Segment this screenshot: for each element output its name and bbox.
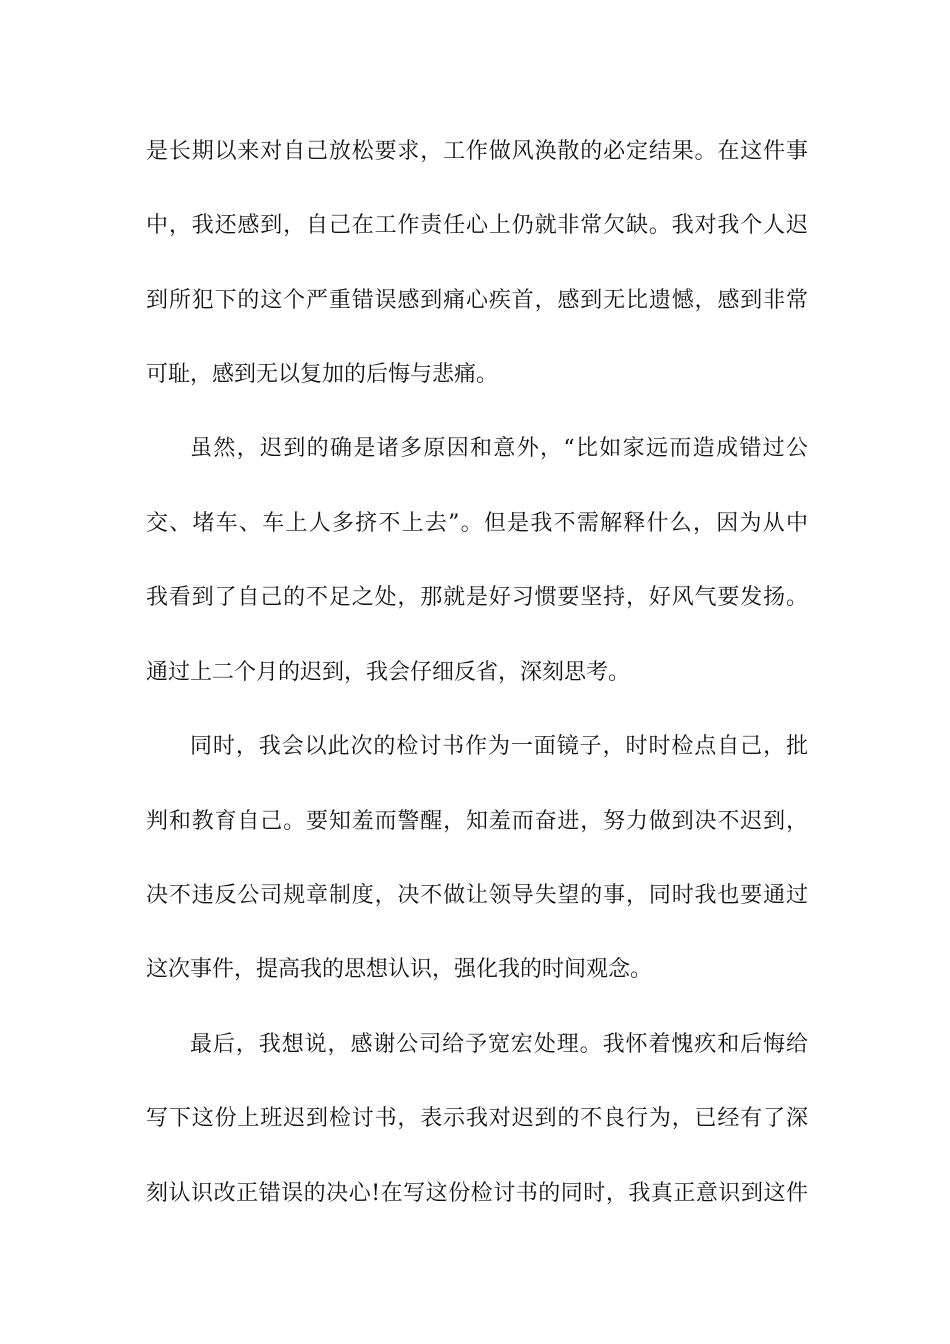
text-line: 中，我还感到，自己在工作责任心上仍就非常欠缺。我对我个人迟 [146,213,808,238]
text-line: 刻认识改正错误的决心!在写这份检讨书的同时，我真正意识到这件 [146,1181,808,1206]
text-line: 交、堵车、车上人多挤不上去”。但是我不需解释什么，因为从中 [146,511,808,536]
paragraph-first-line: 最后，我想说，感谢公司给予宽宏处理。我怀着愧疚和后悔给 [190,1032,808,1057]
text-line: 到所犯下的这个严重错误感到痛心疾首，感到无比遗憾，感到非常 [146,288,808,313]
text-line: 判和教育自己。要知羞而警醒，知羞而奋进，努力做到决不迟到， [146,809,808,834]
paragraph-first-line: 同时，我会以此次的检讨书作为一面镜子，时时检点自己，批 [190,734,808,759]
text-line: 写下这份上班迟到检讨书，表示我对迟到的不良行为，已经有了深 [146,1106,808,1131]
paragraph-first-line: 虽然，迟到的确是诸多原因和意外，“比如家远而造成错过公 [190,436,808,461]
text-line: 是长期以来对自己放松要求，工作做风涣散的必定结果。在这件事 [146,139,808,164]
text-line: 通过上二个月的迟到，我会仔细反省，深刻思考。 [146,660,631,685]
text-line: 可耻，感到无以复加的后悔与悲痛。 [146,362,499,387]
text-line: 我看到了自己的不足之处，那就是好习惯要坚持，好风气要发扬。 [146,585,808,610]
text-line: 这次事件，提高我的思想认识，强化我的时间观念。 [146,957,653,982]
text-line: 决不违反公司规章制度，决不做让领导失望的事，同时我也要通过 [146,883,808,908]
